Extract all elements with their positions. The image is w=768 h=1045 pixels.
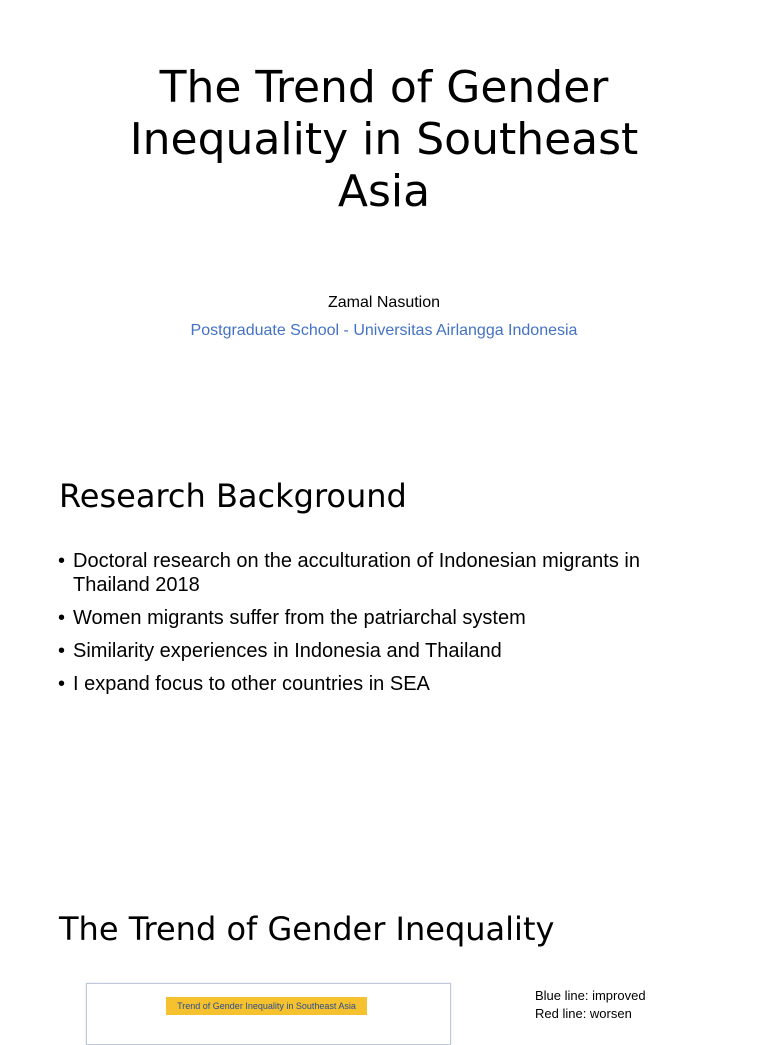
bullet-item — [58, 549, 698, 597]
presentation-title — [0, 62, 768, 218]
bullet-item — [58, 639, 698, 663]
bullet-text: Similarity experiences in Indonesia and Thailand — [73, 640, 502, 662]
author-name: Zamal Nasution — [327, 294, 441, 311]
author-affiliation: Postgraduate School - Universitas Airlangga Indonesia — [190, 322, 578, 339]
bullet-dot: • — [58, 607, 66, 629]
title-line-2: Inequality in Southeast — [129, 114, 639, 165]
line-legend — [535, 987, 646, 1023]
bullet-text: Women migrants suffer from the patriarchal system — [73, 607, 526, 629]
bullet-dot: • — [58, 640, 66, 662]
trend-heading: The Trend of Gender Inequality — [59, 910, 555, 948]
bullet-dot: • — [58, 673, 66, 695]
bullet-item — [58, 672, 698, 696]
title-line-3: Asia — [337, 166, 431, 217]
bullet-text: I expand focus to other countries in SEA — [73, 673, 430, 695]
research-background-heading: Research Background — [59, 477, 407, 515]
trend-figure — [86, 983, 451, 1045]
research-background-list — [58, 549, 698, 705]
bullet-dot: • — [58, 550, 66, 572]
legend-item-blue: Blue line: improved — [535, 988, 646, 1003]
bullet-text-continued: Thailand 2018 — [73, 574, 200, 596]
legend-item-red: Red line: worsen — [535, 1006, 632, 1021]
figure-title: Trend of Gender Inequality in Southeast Asia — [166, 997, 367, 1015]
bullet-item — [58, 606, 698, 630]
bullet-text: Doctoral research on the acculturation of Indonesian migrants in — [73, 550, 640, 572]
title-line-1: The Trend of Gender — [159, 62, 609, 113]
